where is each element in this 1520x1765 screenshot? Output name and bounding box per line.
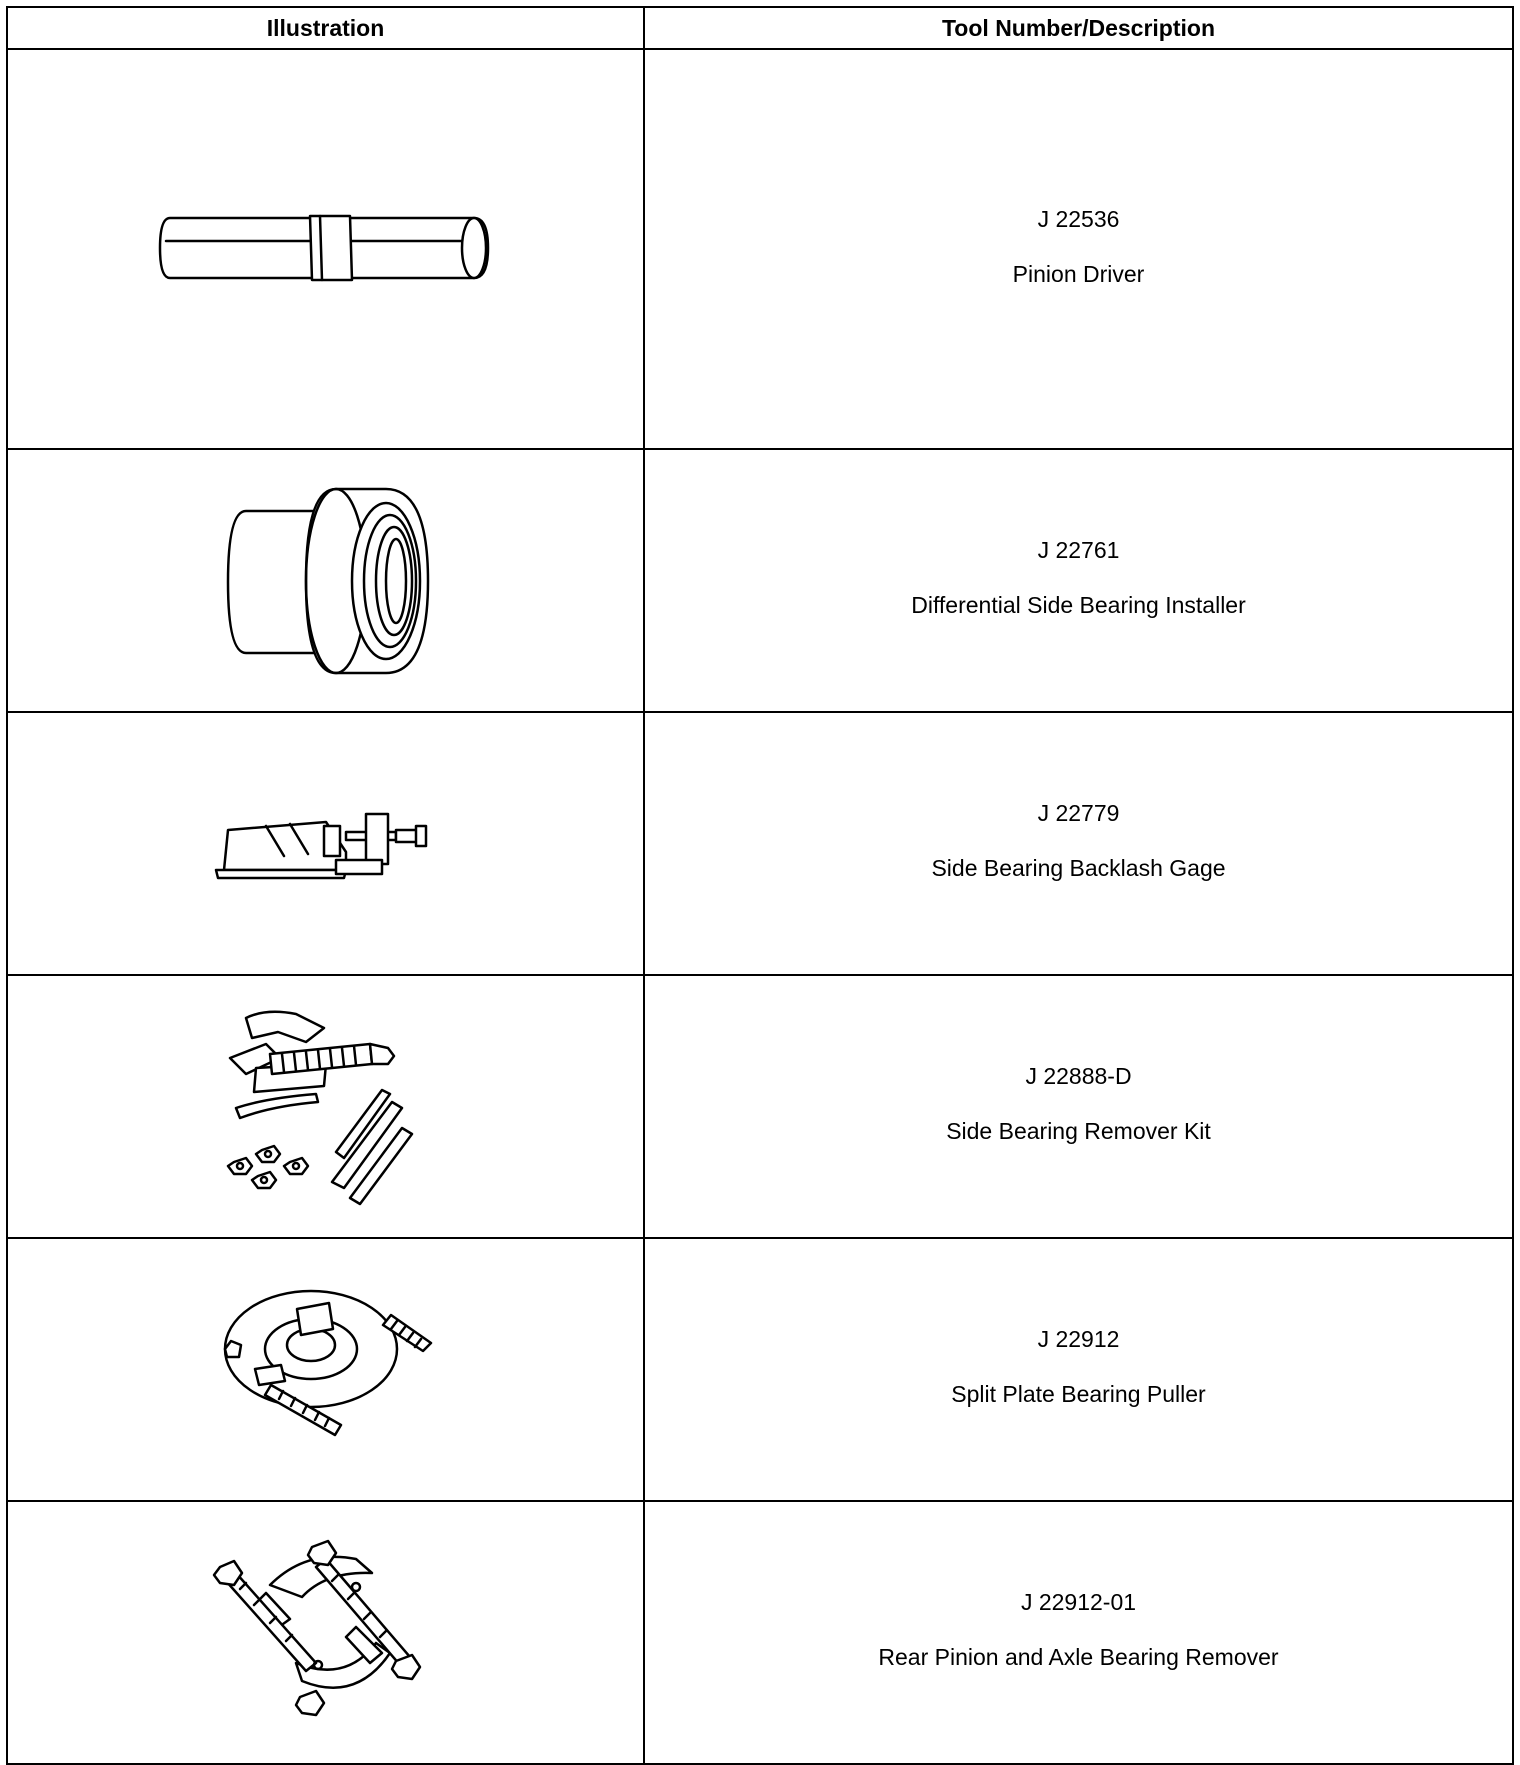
illustration-cell <box>7 1501 644 1764</box>
tool-number: J 22912 <box>1037 1326 1120 1352</box>
table-row <box>7 1501 1513 1764</box>
tool-number: J 22912-01 <box>1020 1589 1137 1615</box>
bearing-installer-icon <box>206 481 446 681</box>
tool-number: J 22761 <box>1037 537 1120 563</box>
backlash-gage-icon <box>206 804 446 884</box>
special-tools-table <box>6 6 1514 1765</box>
tool-number: J 22779 <box>1037 800 1120 826</box>
tool-number: J 22888-D <box>1025 1063 1132 1089</box>
tool-description: Differential Side Bearing Installer <box>911 592 1246 618</box>
illustration-cell <box>7 49 644 449</box>
description-cell <box>644 449 1513 712</box>
pinion-driver-icon <box>136 194 516 304</box>
split-plate-puller-icon <box>201 1285 451 1455</box>
illustration-cell <box>7 975 644 1238</box>
illustration-cell <box>7 712 644 975</box>
table-row <box>7 1238 1513 1501</box>
table-row <box>7 975 1513 1238</box>
table-row <box>7 49 1513 449</box>
tool-description: Pinion Driver <box>1012 260 1145 287</box>
description-cell <box>644 49 1513 449</box>
bearing-remover-kit-icon <box>206 1002 446 1212</box>
tool-description: Rear Pinion and Axle Bearing Remover <box>878 1644 1279 1670</box>
description-cell <box>644 712 1513 975</box>
illustration-cell <box>7 449 644 712</box>
table-row <box>7 449 1513 712</box>
tool-description: Split Plate Bearing Puller <box>951 1381 1206 1407</box>
header-row <box>7 7 1513 49</box>
tool-description: Side Bearing Backlash Gage <box>931 855 1226 881</box>
illustration-cell <box>7 1238 644 1501</box>
tool-number: J 22536 <box>1037 205 1120 232</box>
description-cell <box>644 975 1513 1238</box>
tool-description: Side Bearing Remover Kit <box>946 1118 1211 1144</box>
axle-bearing-remover-icon <box>206 1533 446 1733</box>
table-row <box>7 712 1513 975</box>
illustration-header: Illustration <box>7 7 644 49</box>
description-cell <box>644 1501 1513 1764</box>
tool-number-description-header: Tool Number/Description <box>644 7 1513 49</box>
description-cell <box>644 1238 1513 1501</box>
